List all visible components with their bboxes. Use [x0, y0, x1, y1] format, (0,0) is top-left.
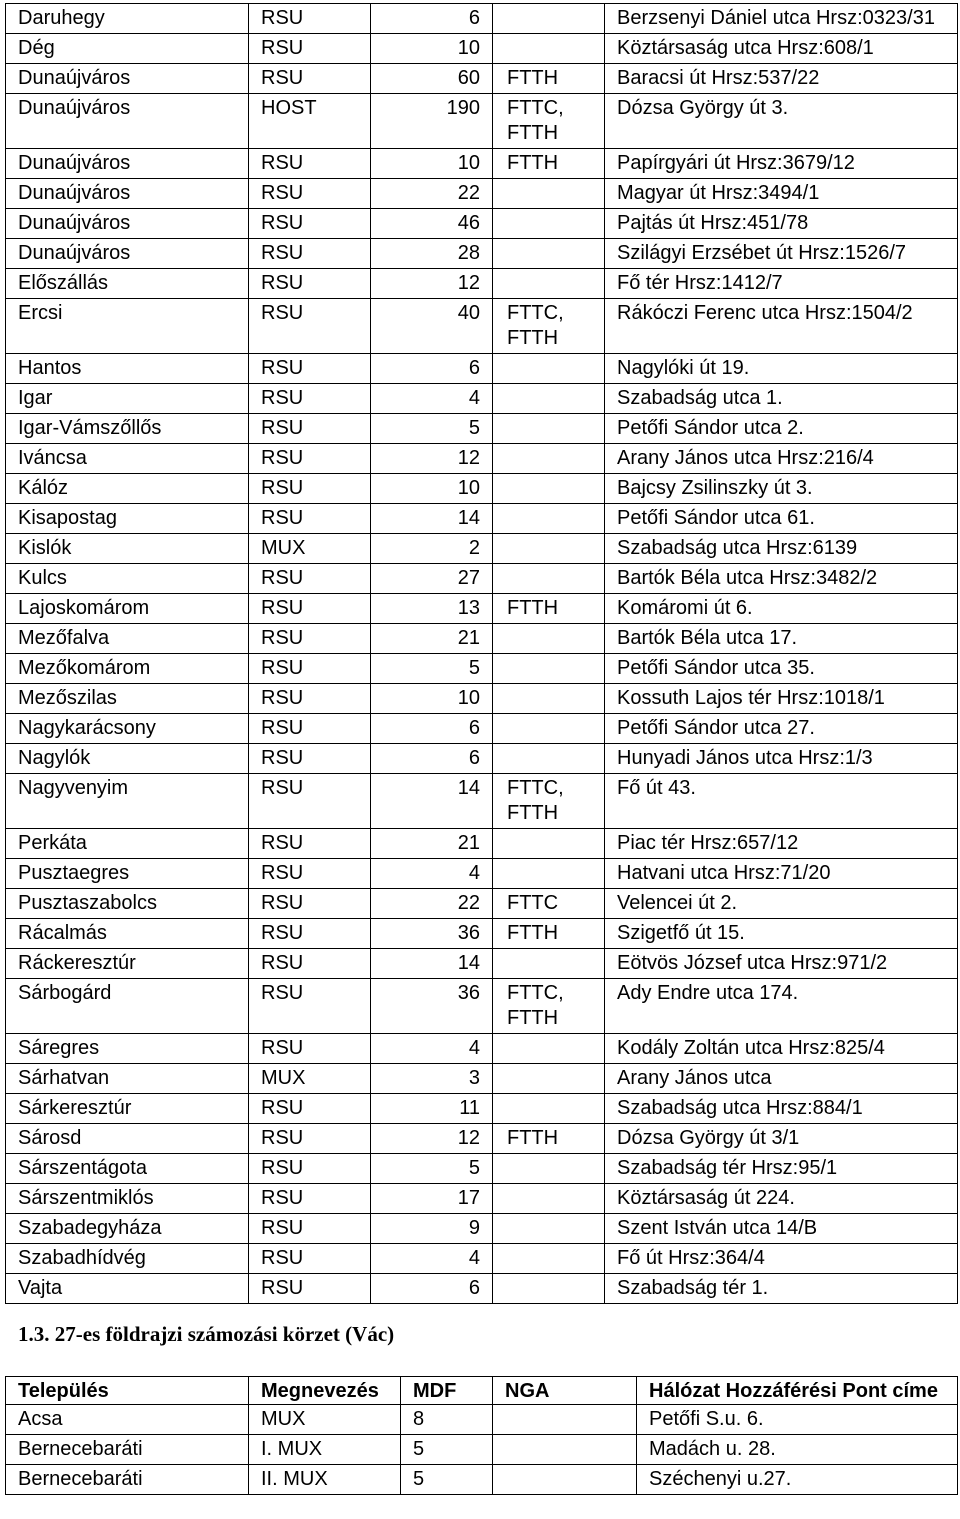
address-cell: Baracsi út Hrsz:537/22 — [605, 64, 958, 94]
nga-cell — [493, 1064, 605, 1094]
settlement-cell: Szabadegyháza — [6, 1214, 249, 1244]
nga-cell — [493, 414, 605, 444]
type-cell: RSU — [249, 744, 371, 774]
mdf-cell: 14 — [371, 949, 493, 979]
nga-cell: FTTC, FTTH — [493, 94, 605, 149]
table-row — [6, 654, 958, 684]
table-row — [6, 1244, 958, 1274]
nga-cell — [493, 829, 605, 859]
type-cell: RSU — [249, 1094, 371, 1124]
address-cell: Szabadság utca Hrsz:6139 — [605, 534, 958, 564]
table-row — [6, 94, 958, 149]
address-cell: Kossuth Lajos tér Hrsz:1018/1 — [605, 684, 958, 714]
mdf-cell: 17 — [371, 1184, 493, 1214]
nga-cell — [493, 354, 605, 384]
table-row — [6, 564, 958, 594]
table-row — [6, 1465, 958, 1495]
nga-cell: FTTH — [493, 1124, 605, 1154]
table-row — [6, 444, 958, 474]
type-cell: RSU — [249, 4, 371, 34]
exchange-table-2-body — [6, 1405, 958, 1495]
type-cell: RSU — [249, 774, 371, 829]
type-cell: RSU — [249, 384, 371, 414]
table-row — [6, 299, 958, 354]
nga-cell — [493, 1435, 637, 1465]
settlement-cell: Dég — [6, 34, 249, 64]
nga-cell: FTTC — [493, 889, 605, 919]
settlement-cell: Igar-Vámszőllős — [6, 414, 249, 444]
nga-cell — [493, 179, 605, 209]
table-row — [6, 384, 958, 414]
mdf-cell: 12 — [371, 444, 493, 474]
nga-cell — [493, 859, 605, 889]
address-cell: Szabadság utca Hrsz:884/1 — [605, 1094, 958, 1124]
type-cell: RSU — [249, 269, 371, 299]
type-cell: MUX — [249, 534, 371, 564]
table-row — [6, 1214, 958, 1244]
type-cell: MUX — [249, 1064, 371, 1094]
type-cell: RSU — [249, 624, 371, 654]
address-cell: Hatvani utca Hrsz:71/20 — [605, 859, 958, 889]
table-row — [6, 4, 958, 34]
settlement-cell: Perkáta — [6, 829, 249, 859]
settlement-cell: Sárszentágota — [6, 1154, 249, 1184]
address-cell: Szabadság tér Hrsz:95/1 — [605, 1154, 958, 1184]
type-cell: RSU — [249, 444, 371, 474]
table-row — [6, 269, 958, 299]
exchange-table-1-body — [6, 4, 958, 1304]
mdf-cell: 10 — [371, 34, 493, 64]
mdf-cell: 6 — [371, 4, 493, 34]
nga-cell — [493, 714, 605, 744]
table-row — [6, 1124, 958, 1154]
address-cell: Fő út 43. — [605, 774, 958, 829]
address-cell: Bajcsy Zsilinszky út 3. — [605, 474, 958, 504]
address-cell: Petőfi S.u. 6. — [637, 1405, 958, 1435]
mdf-cell: 6 — [371, 714, 493, 744]
settlement-cell: Sárhatvan — [6, 1064, 249, 1094]
settlement-cell: Szabadhídvég — [6, 1244, 249, 1274]
type-cell: RSU — [249, 64, 371, 94]
exchange-table-2 — [5, 1376, 958, 1495]
settlement-cell: Dunaújváros — [6, 94, 249, 149]
header-access-point: Hálózat Hozzáférési Pont címe — [637, 1377, 958, 1405]
mdf-cell: 6 — [371, 354, 493, 384]
settlement-cell: Nagykarácsony — [6, 714, 249, 744]
address-cell: Szent István utca 14/B — [605, 1214, 958, 1244]
type-cell: RSU — [249, 504, 371, 534]
mdf-cell: 10 — [371, 474, 493, 504]
type-cell: RSU — [249, 919, 371, 949]
exchange-table-1 — [5, 3, 958, 1304]
settlement-cell: Nagylók — [6, 744, 249, 774]
settlement-cell: Mezőkomárom — [6, 654, 249, 684]
settlement-cell: Mezőfalva — [6, 624, 249, 654]
nga-cell — [493, 654, 605, 684]
type-cell: RSU — [249, 414, 371, 444]
mdf-cell: 5 — [371, 1154, 493, 1184]
nga-cell — [493, 34, 605, 64]
type-cell: MUX — [249, 1405, 401, 1435]
address-cell: Köztársaság utca Hrsz:608/1 — [605, 34, 958, 64]
table-row — [6, 829, 958, 859]
table-row — [6, 1064, 958, 1094]
address-cell: Bartók Béla utca 17. — [605, 624, 958, 654]
table-row — [6, 949, 958, 979]
nga-cell — [493, 269, 605, 299]
address-cell: Fő tér Hrsz:1412/7 — [605, 269, 958, 299]
table-row — [6, 239, 958, 269]
table-row — [6, 414, 958, 444]
table-row — [6, 1034, 958, 1064]
mdf-cell: 36 — [371, 979, 493, 1034]
settlement-cell: Iváncsa — [6, 444, 249, 474]
settlement-cell: Sárosd — [6, 1124, 249, 1154]
address-cell: Petőfi Sándor utca 35. — [605, 654, 958, 684]
settlement-cell: Acsa — [6, 1405, 249, 1435]
mdf-cell: 4 — [371, 1034, 493, 1064]
nga-cell — [493, 504, 605, 534]
mdf-cell: 27 — [371, 564, 493, 594]
mdf-cell: 5 — [371, 654, 493, 684]
mdf-cell: 28 — [371, 239, 493, 269]
header-name: Megnevezés — [249, 1377, 401, 1405]
mdf-cell: 4 — [371, 859, 493, 889]
type-cell: RSU — [249, 829, 371, 859]
mdf-cell: 8 — [401, 1405, 493, 1435]
settlement-cell: Dunaújváros — [6, 239, 249, 269]
type-cell: RSU — [249, 1214, 371, 1244]
table-row — [6, 149, 958, 179]
table-row — [6, 1405, 958, 1435]
type-cell: RSU — [249, 684, 371, 714]
type-cell: RSU — [249, 1274, 371, 1304]
table-row — [6, 209, 958, 239]
mdf-cell: 22 — [371, 889, 493, 919]
settlement-cell: Sárkeresztúr — [6, 1094, 249, 1124]
nga-cell — [493, 444, 605, 474]
nga-cell: FTTC, FTTH — [493, 979, 605, 1034]
nga-cell: FTTH — [493, 594, 605, 624]
mdf-cell: 46 — [371, 209, 493, 239]
table-row — [6, 774, 958, 829]
settlement-cell: Pusztaszabolcs — [6, 889, 249, 919]
table-row — [6, 504, 958, 534]
type-cell: RSU — [249, 1184, 371, 1214]
address-cell: Berzsenyi Dániel utca Hrsz:0323/31 — [605, 4, 958, 34]
type-cell: RSU — [249, 654, 371, 684]
mdf-cell: 13 — [371, 594, 493, 624]
table-row — [6, 919, 958, 949]
type-cell: I. MUX — [249, 1435, 401, 1465]
type-cell: RSU — [249, 239, 371, 269]
table-row — [6, 474, 958, 504]
settlement-cell: Sárbogárd — [6, 979, 249, 1034]
settlement-cell: Igar — [6, 384, 249, 414]
table-row — [6, 889, 958, 919]
nga-cell — [493, 624, 605, 654]
settlement-cell: Előszállás — [6, 269, 249, 299]
nga-cell — [493, 1214, 605, 1244]
mdf-cell: 4 — [371, 1244, 493, 1274]
mdf-cell: 12 — [371, 269, 493, 299]
settlement-cell: Bernecebaráti — [6, 1465, 249, 1495]
type-cell: RSU — [249, 594, 371, 624]
mdf-cell: 10 — [371, 149, 493, 179]
address-cell: Széchenyi u.27. — [637, 1465, 958, 1495]
nga-cell — [493, 384, 605, 414]
nga-cell — [493, 1154, 605, 1184]
address-cell: Rákóczi Ferenc utca Hrsz:1504/2 — [605, 299, 958, 354]
nga-cell — [493, 1465, 637, 1495]
mdf-cell: 5 — [401, 1435, 493, 1465]
nga-cell — [493, 1405, 637, 1435]
address-cell: Petőfi Sándor utca 27. — [605, 714, 958, 744]
nga-cell — [493, 1034, 605, 1064]
nga-cell — [493, 209, 605, 239]
address-cell: Piac tér Hrsz:657/12 — [605, 829, 958, 859]
table-row — [6, 179, 958, 209]
nga-cell — [493, 1094, 605, 1124]
nga-cell — [493, 534, 605, 564]
address-cell: Szabadság utca 1. — [605, 384, 958, 414]
address-cell: Papírgyári út Hrsz:3679/12 — [605, 149, 958, 179]
header-nga: NGA — [493, 1377, 637, 1405]
type-cell: II. MUX — [249, 1465, 401, 1495]
address-cell: Szabadság tér 1. — [605, 1274, 958, 1304]
table-row — [6, 64, 958, 94]
mdf-cell: 11 — [371, 1094, 493, 1124]
exchange-table-2-header — [6, 1377, 958, 1405]
header-settlement: Település — [6, 1377, 249, 1405]
nga-cell — [493, 684, 605, 714]
address-cell: Szilágyi Erzsébet út Hrsz:1526/7 — [605, 239, 958, 269]
nga-cell: FTTC, FTTH — [493, 774, 605, 829]
table-row — [6, 684, 958, 714]
mdf-cell: 4 — [371, 384, 493, 414]
mdf-cell: 3 — [371, 1064, 493, 1094]
header-row — [6, 1377, 958, 1405]
header-mdf: MDF — [401, 1377, 493, 1405]
mdf-cell: 36 — [371, 919, 493, 949]
settlement-cell: Pusztaegres — [6, 859, 249, 889]
table-row — [6, 354, 958, 384]
type-cell: RSU — [249, 299, 371, 354]
mdf-cell: 60 — [371, 64, 493, 94]
address-cell: Kodály Zoltán utca Hrsz:825/4 — [605, 1034, 958, 1064]
type-cell: RSU — [249, 179, 371, 209]
mdf-cell: 22 — [371, 179, 493, 209]
address-cell: Arany János utca Hrsz:216/4 — [605, 444, 958, 474]
address-cell: Madách u. 28. — [637, 1435, 958, 1465]
address-cell: Szigetfő út 15. — [605, 919, 958, 949]
mdf-cell: 2 — [371, 534, 493, 564]
address-cell: Eötvös József utca Hrsz:971/2 — [605, 949, 958, 979]
table-row — [6, 34, 958, 64]
settlement-cell: Ráckeresztúr — [6, 949, 249, 979]
section-title: 1.3. 27-es földrajzi számozási körzet (Vác) — [18, 1322, 395, 1346]
address-cell: Magyar út Hrsz:3494/1 — [605, 179, 958, 209]
address-cell: Pajtás út Hrsz:451/78 — [605, 209, 958, 239]
mdf-cell: 40 — [371, 299, 493, 354]
nga-cell — [493, 239, 605, 269]
settlement-cell: Lajoskomárom — [6, 594, 249, 624]
nga-cell: FTTC, FTTH — [493, 299, 605, 354]
table-row — [6, 979, 958, 1034]
type-cell: RSU — [249, 1244, 371, 1274]
settlement-cell: Dunaújváros — [6, 179, 249, 209]
address-cell: Dózsa György út 3. — [605, 94, 958, 149]
table-row — [6, 744, 958, 774]
nga-cell — [493, 474, 605, 504]
address-cell: Ady Endre utca 174. — [605, 979, 958, 1034]
settlement-cell: Mezőszilas — [6, 684, 249, 714]
settlement-cell: Kulcs — [6, 564, 249, 594]
mdf-cell: 9 — [371, 1214, 493, 1244]
type-cell: RSU — [249, 34, 371, 64]
address-cell: Fő út Hrsz:364/4 — [605, 1244, 958, 1274]
mdf-cell: 10 — [371, 684, 493, 714]
address-cell: Arany János utca — [605, 1064, 958, 1094]
table-row — [6, 1184, 958, 1214]
address-cell: Bartók Béla utca Hrsz:3482/2 — [605, 564, 958, 594]
settlement-cell: Rácalmás — [6, 919, 249, 949]
type-cell: HOST — [249, 94, 371, 149]
type-cell: RSU — [249, 1034, 371, 1064]
table-row — [6, 714, 958, 744]
mdf-cell: 21 — [371, 624, 493, 654]
type-cell: RSU — [249, 714, 371, 744]
type-cell: RSU — [249, 149, 371, 179]
mdf-cell: 190 — [371, 94, 493, 149]
mdf-cell: 5 — [401, 1465, 493, 1495]
table-row — [6, 1274, 958, 1304]
nga-cell: FTTH — [493, 149, 605, 179]
mdf-cell: 12 — [371, 1124, 493, 1154]
table-row — [6, 594, 958, 624]
settlement-cell: Nagyvenyim — [6, 774, 249, 829]
address-cell: Köztársaság út 224. — [605, 1184, 958, 1214]
settlement-cell: Bernecebaráti — [6, 1435, 249, 1465]
table-row — [6, 624, 958, 654]
nga-cell: FTTH — [493, 64, 605, 94]
type-cell: RSU — [249, 1124, 371, 1154]
settlement-cell: Kislók — [6, 534, 249, 564]
mdf-cell: 14 — [371, 774, 493, 829]
address-cell: Hunyadi János utca Hrsz:1/3 — [605, 744, 958, 774]
settlement-cell: Sárszentmiklós — [6, 1184, 249, 1214]
nga-cell: FTTH — [493, 919, 605, 949]
nga-cell — [493, 1274, 605, 1304]
type-cell: RSU — [249, 354, 371, 384]
settlement-cell: Dunaújváros — [6, 209, 249, 239]
table-row — [6, 1154, 958, 1184]
nga-cell — [493, 4, 605, 34]
mdf-cell: 5 — [371, 414, 493, 444]
type-cell: RSU — [249, 889, 371, 919]
mdf-cell: 21 — [371, 829, 493, 859]
mdf-cell: 14 — [371, 504, 493, 534]
type-cell: RSU — [249, 564, 371, 594]
type-cell: RSU — [249, 474, 371, 504]
mdf-cell: 6 — [371, 744, 493, 774]
address-cell: Petőfi Sándor utca 2. — [605, 414, 958, 444]
type-cell: RSU — [249, 1154, 371, 1184]
type-cell: RSU — [249, 949, 371, 979]
address-cell: Velencei út 2. — [605, 889, 958, 919]
settlement-cell: Vajta — [6, 1274, 249, 1304]
nga-cell — [493, 564, 605, 594]
settlement-cell: Dunaújváros — [6, 149, 249, 179]
nga-cell — [493, 1184, 605, 1214]
table-row — [6, 859, 958, 889]
settlement-cell: Dunaújváros — [6, 64, 249, 94]
settlement-cell: Ercsi — [6, 299, 249, 354]
settlement-cell: Sáregres — [6, 1034, 249, 1064]
address-cell: Komáromi út 6. — [605, 594, 958, 624]
type-cell: RSU — [249, 209, 371, 239]
nga-cell — [493, 744, 605, 774]
settlement-cell: Hantos — [6, 354, 249, 384]
settlement-cell: Kálóz — [6, 474, 249, 504]
nga-cell — [493, 949, 605, 979]
settlement-cell: Daruhegy — [6, 4, 249, 34]
mdf-cell: 6 — [371, 1274, 493, 1304]
table-row — [6, 1094, 958, 1124]
type-cell: RSU — [249, 979, 371, 1034]
address-cell: Dózsa György út 3/1 — [605, 1124, 958, 1154]
table-row — [6, 1435, 958, 1465]
address-cell: Petőfi Sándor utca 61. — [605, 504, 958, 534]
settlement-cell: Kisapostag — [6, 504, 249, 534]
table-row — [6, 534, 958, 564]
type-cell: RSU — [249, 859, 371, 889]
address-cell: Nagylóki út 19. — [605, 354, 958, 384]
nga-cell — [493, 1244, 605, 1274]
